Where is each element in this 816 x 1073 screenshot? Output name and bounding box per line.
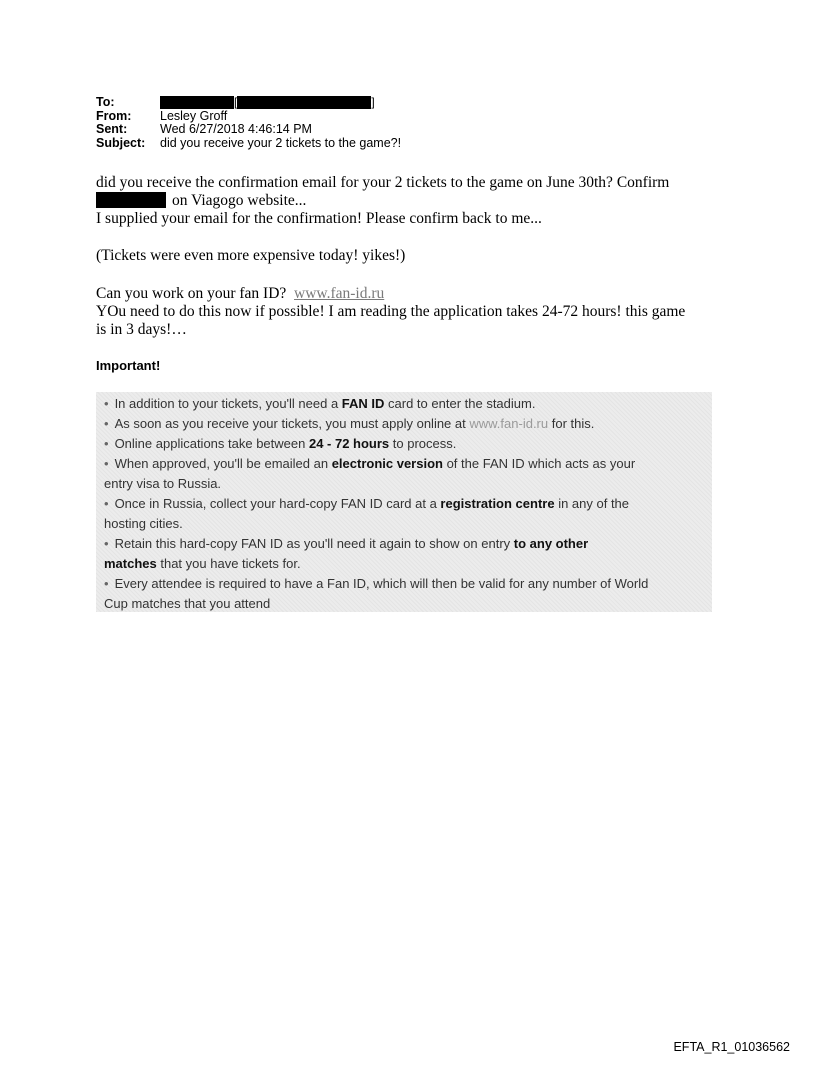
list-item-continuation: hosting cities. — [104, 516, 183, 531]
bullet-text: Every attendee is required to have a Fan ID, which will then be valid for any number of World — [114, 576, 649, 591]
subject-label: Subject: — [96, 135, 146, 150]
to-bracket-open: [ — [234, 95, 238, 109]
bullet-text: Online applications take between — [114, 436, 309, 451]
to-value — [160, 96, 716, 110]
body-line: did you receive the confirmation email for your 2 tickets to the game on June 30th? Confirm — [96, 174, 670, 191]
body-line — [96, 285, 716, 303]
body-line: YOu need to do this now if possible! I am reading the application takes 24-72 hours! this game — [96, 303, 686, 320]
message-paragraph-1 — [96, 174, 716, 228]
list-item — [104, 574, 700, 594]
bullet-icon: • — [104, 496, 109, 511]
to-row — [96, 96, 716, 110]
bullet-text: that you have tickets for. — [156, 556, 301, 571]
sent-label: Sent: — [96, 122, 128, 136]
list-item — [104, 494, 700, 514]
redaction-block — [160, 96, 234, 109]
fan-id-link[interactable]: www.fan-id.ru — [294, 285, 385, 302]
list-item — [104, 434, 700, 454]
bullet-icon: • — [104, 416, 109, 431]
redaction-block — [237, 96, 371, 109]
sent-row — [96, 123, 716, 137]
message-paragraph-3 — [96, 285, 716, 339]
bullet-bold: FAN ID — [341, 396, 385, 411]
bullet-text: card to enter the stadium. — [384, 396, 536, 411]
from-row — [96, 110, 716, 124]
from-label: From: — [96, 108, 132, 123]
fan-id-info-box — [96, 392, 712, 612]
body-line-text: Can you work on your fan ID? — [96, 285, 287, 302]
bullet-text: In addition to your tickets, you'll need a — [114, 396, 342, 411]
list-item — [104, 534, 700, 554]
bullet-bold: registration centre — [440, 496, 555, 511]
bullet-icon: • — [104, 436, 109, 451]
email-header — [96, 96, 716, 150]
list-item — [104, 454, 700, 474]
fan-id-site-link[interactable]: www.fan-id.ru — [469, 416, 549, 431]
important-heading: Important! — [96, 358, 161, 373]
subject-row — [96, 137, 716, 151]
list-item-continuation — [104, 554, 700, 574]
list-item-continuation: entry visa to Russia. — [104, 476, 222, 491]
bullet-icon: • — [104, 396, 109, 411]
bullet-text: When approved, you'll be emailed an — [114, 456, 332, 471]
bullet-icon: • — [104, 456, 109, 471]
bullet-text: to process. — [389, 436, 457, 451]
to-label: To: — [96, 95, 115, 109]
body-line: is in 3 days!… — [96, 321, 187, 338]
list-item-continuation: Cup matches that you attend — [104, 596, 271, 611]
body-line: (Tickets were even more expensive today! yikes!) — [96, 247, 406, 264]
from-value: Lesley Groff — [160, 108, 228, 123]
bullet-bold: 24 - 72 hours — [308, 436, 390, 451]
bullet-bold: matches — [104, 556, 157, 571]
bullet-bold: electronic version — [331, 456, 443, 471]
bullet-icon: • — [104, 536, 109, 551]
sent-value: Wed 6/27/2018 4:46:14 PM — [160, 122, 312, 136]
body-line — [96, 192, 716, 210]
message-paragraph-2 — [96, 247, 716, 265]
body-line-text: on Viagogo website... — [172, 192, 307, 209]
list-item — [104, 394, 700, 414]
to-bracket-close: ] — [371, 95, 375, 109]
bullet-text: in any of the — [554, 496, 630, 511]
subject-value: did you receive your 2 tickets to the game?! — [160, 135, 402, 150]
bullet-text: Retain this hard-copy FAN ID as you'll need it again to show on entry — [114, 536, 514, 551]
bullet-text: for this. — [548, 416, 595, 431]
redaction-block — [96, 192, 166, 208]
list-item — [104, 414, 700, 434]
bullet-icon: • — [104, 576, 109, 591]
body-line: I supplied your email for the confirmation! Please confirm back to me... — [96, 210, 542, 227]
bullet-text: As soon as you receive your tickets, you must apply online at — [114, 416, 470, 431]
bullet-bold: to any other — [513, 536, 589, 551]
document-id-footer: EFTA_R1_01036562 — [673, 1040, 790, 1054]
bullet-text: Once in Russia, collect your hard-copy FAN ID card at a — [114, 496, 441, 511]
bullet-text: of the FAN ID which acts as your — [442, 456, 636, 471]
